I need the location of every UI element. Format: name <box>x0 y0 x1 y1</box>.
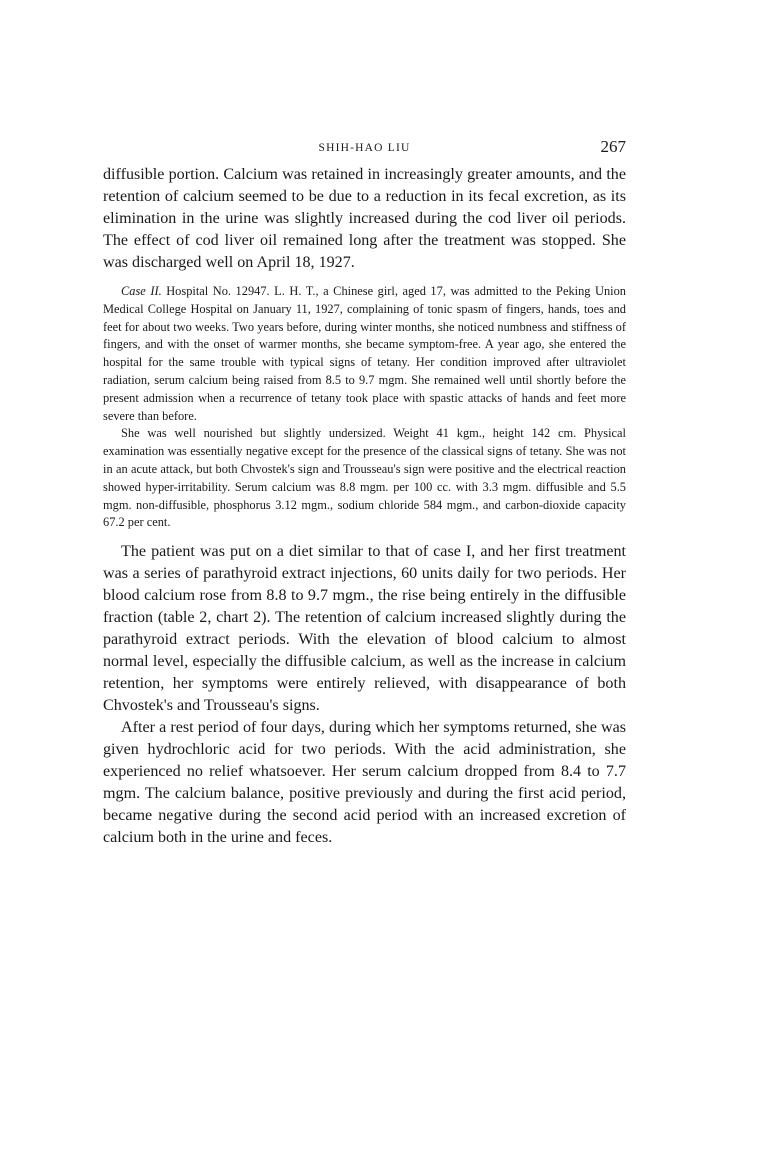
paragraph-hydrochloric-acid: After a rest period of four days, during which her symptoms returned, she was given hydrochloric acid for two periods. With the acid administration, she experienced no relief whatsoever. Her serum calcium dropped from 8.4 to 7.7 mgm. The calcium balance, positive previously and during the first acid period, became negative during the second acid period with an increased excretion of calcium both in the urine and feces. <box>103 719 626 847</box>
running-title: SHIH-HAO LIU <box>318 142 411 154</box>
running-header <box>103 138 626 164</box>
paragraph-parathyroid-treatment: The patient was put on a diet similar to that of case I, and her first treatment was a series of parathyroid extract injections, 60 units daily for two periods. Her blood calcium rose from 8.8 to 9.7 mgm., the rise being entirely in the diffusible fraction (table 2, chart 2). The retention of calcium increased slightly during the parathyroid extract periods. With the elevation of blood calcium to almost normal level, especially the diffusible calcium, as well as the increase in calcium retention, her symptoms were entirely relieved, with disappearance of both Chvostek's and Trousseau's signs. <box>103 543 626 715</box>
page-number: 267 <box>600 137 626 156</box>
case-ii-examination-paragraph: She was well nourished but slightly undersized. Weight 41 kgm., height 142 cm. Physical examination was essentially negative except for the presence of the classical signs of tetany. She was not in an acute attack, but both Chvostek's sign and Trousseau's sign were positive and the electrical reaction showed hyper-irritability. Serum calcium was 8.8 mgm. per 100 cc. with 3.3 mgm. diffusible and 5.5 mgm. non-diffusible, phosphorus 3.12 mgm., sodium chloride 584 mgm., and carbon-dioxide capacity 67.2 per cent. <box>103 426 626 530</box>
paragraph-continuation: diffusible portion. Calcium was retained in increasingly greater amounts, and the retention of calcium seemed to be due to a reduction in its fecal excretion, as its elimination in the urine was slightly increased during the cod liver oil periods. The effect of cod liver oil remained long after the treatment was stopped. She was discharged well on April 18, 1927. <box>103 166 626 271</box>
case-ii-history-paragraph <box>103 283 626 425</box>
case-label: Case II. <box>121 284 162 298</box>
page <box>103 138 626 849</box>
case-ii-history-text: Hospital No. 12947. L. H. T., a Chinese girl, aged 17, was admitted to the Peking Union Medical College Hospital on January 11, 1927, complaining of tonic spasm of fingers, hands, toes and feet for about two weeks. Two years before, during winter months, she noticed numbness and stiffness of fingers, and with the onset of warmer months, she became symptom-free. A year ago, she entered the hospital for the same trouble with typical signs of tetany. Her condition improved after ultraviolet radiation, serum calcium being raised from 8.5 to 9.7 mgm. She remained well until shortly before the present admission when a recurrence of tetany took place with spastic attacks of hands and feet more severe than before. <box>103 284 626 423</box>
